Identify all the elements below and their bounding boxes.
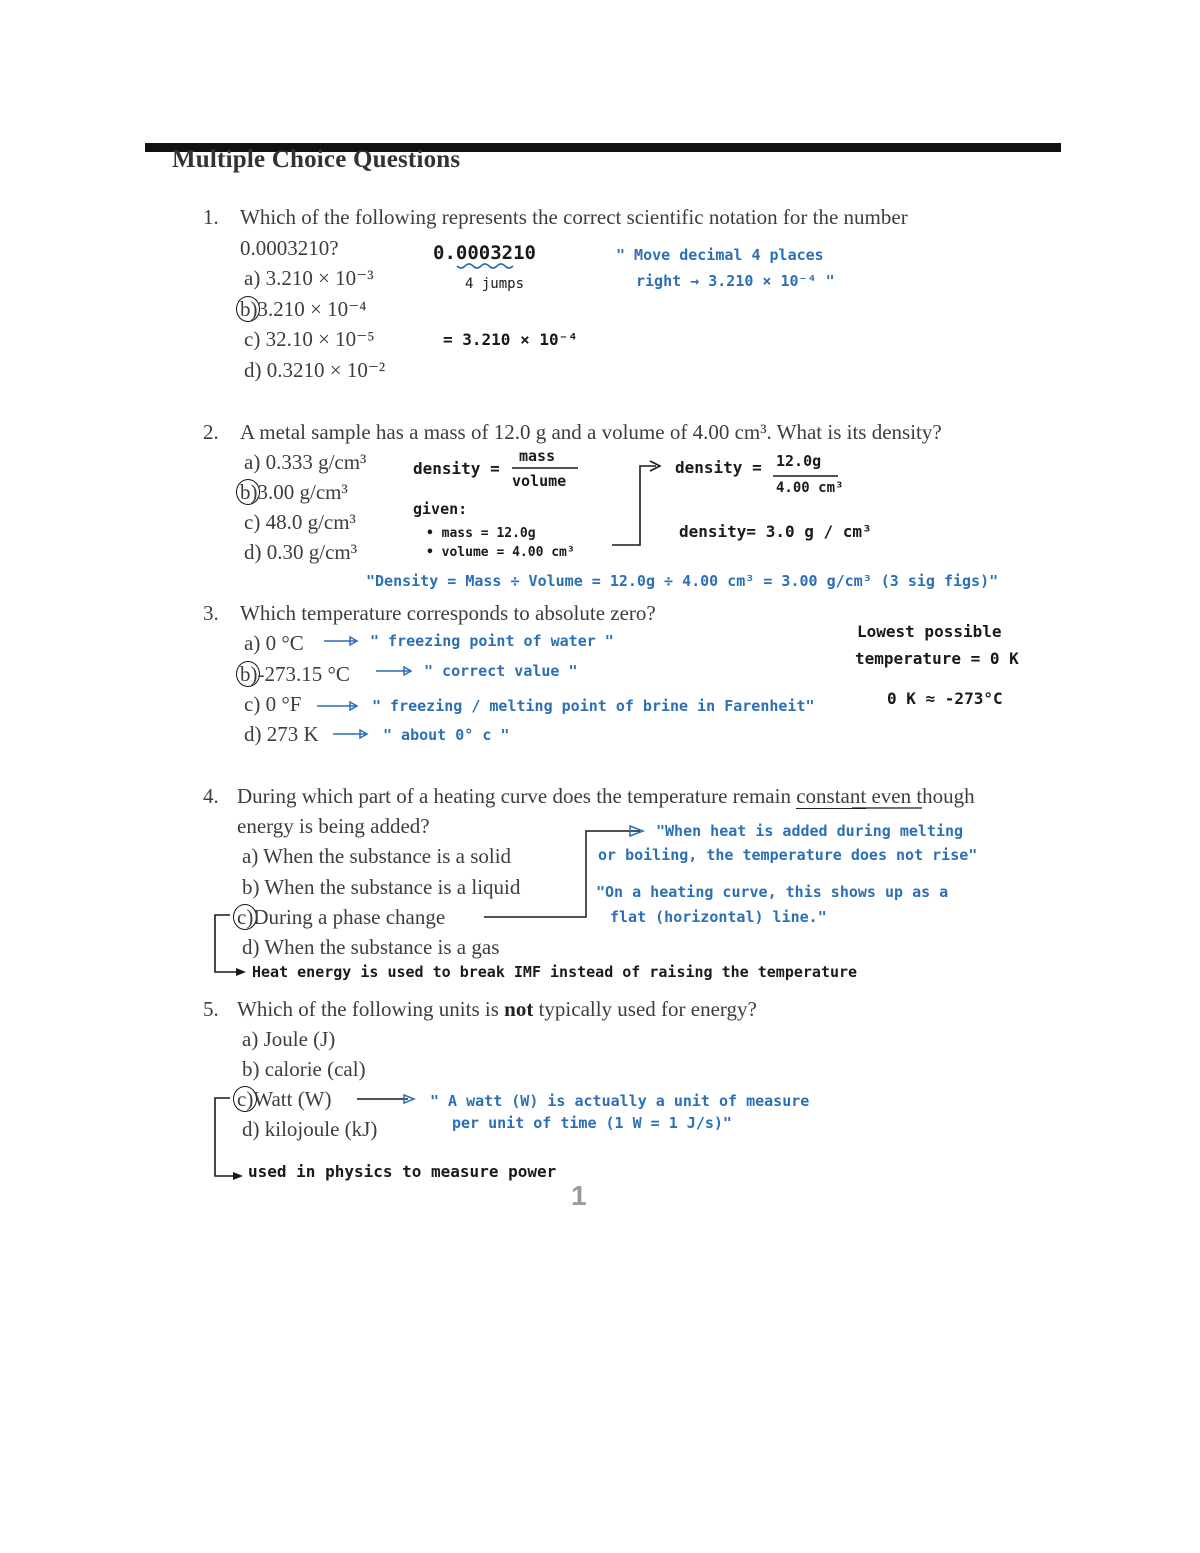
q4-text-constant: constant bbox=[796, 784, 867, 808]
q5-option-b: b) calorie (cal) bbox=[242, 1057, 366, 1081]
q2-bracket bbox=[612, 466, 656, 545]
q3-option-d: d) 273 K bbox=[244, 722, 319, 746]
q3-option-c: c) 0 °F bbox=[244, 692, 302, 716]
q3-note-side2: temperature = 0 K bbox=[855, 649, 1019, 668]
q3-note-c: " freezing / melting point of brine in Farenheit" bbox=[372, 697, 815, 715]
q2-option-b: b)3.00 g/cm³ bbox=[240, 480, 348, 504]
q3-option-b: b)-273.15 °C bbox=[240, 662, 350, 686]
q4-option-d: d) When the substance is a gas bbox=[242, 935, 500, 959]
q1-number: 1. bbox=[203, 205, 219, 229]
q3-note-a: " freezing point of water " bbox=[370, 632, 614, 650]
q1-note-jumps: 4 jumps bbox=[465, 276, 525, 292]
section-heading: Multiple Choice Questions bbox=[172, 146, 461, 173]
q5-option-a: a) Joule (J) bbox=[242, 1027, 336, 1051]
q2-option-a: a) 0.333 g/cm³ bbox=[244, 450, 367, 474]
q2-note-answer: density= 3.0 g / cm³ bbox=[679, 522, 872, 541]
q3-note-d: " about 0° c " bbox=[383, 726, 510, 744]
q4-connector bbox=[484, 831, 640, 917]
q5-left-arrowhead bbox=[233, 1172, 243, 1180]
page-number: 1 bbox=[571, 1180, 587, 1211]
q3-option-a: a) 0 °C bbox=[244, 631, 304, 655]
q5-text-post: typically used for energy? bbox=[533, 997, 757, 1021]
q2-text-line1: A metal sample has a mass of 12.0 g and a volume of 4.00 cm³. What is its density? bbox=[240, 420, 942, 444]
q5-number: 5. bbox=[203, 997, 219, 1021]
q2-note-given-mass: • mass = 12.0g bbox=[426, 526, 536, 541]
q1-option-c: c) 32.10 × 10⁻⁵ bbox=[244, 327, 375, 351]
q5-option-c: c)Watt (W) bbox=[237, 1087, 332, 1111]
q2-note-sub-label: density = bbox=[675, 458, 762, 477]
q2-note-given-volume: • volume = 4.00 cm³ bbox=[426, 545, 575, 560]
q4-option-a: a) When the substance is a solid bbox=[242, 844, 512, 868]
q4-note-5: Heat energy is used to break IMF instead of raising the temperature bbox=[252, 963, 858, 981]
q2-option-c: c) 48.0 g/cm³ bbox=[244, 510, 356, 534]
q1-text-line1: Which of the following represents the correct scientific notation for the number bbox=[240, 205, 908, 229]
q5-left-bracket bbox=[215, 1098, 238, 1176]
q5-text-not: not bbox=[504, 997, 534, 1021]
q1-option-a: a) 3.210 × 10⁻³ bbox=[244, 266, 374, 290]
q4-text-line2: energy is being added? bbox=[237, 814, 430, 838]
q4-note-1: "When heat is added during melting bbox=[656, 822, 964, 840]
q5-note-3: used in physics to measure power bbox=[248, 1162, 557, 1181]
q2-option-d: d) 0.30 g/cm³ bbox=[244, 540, 358, 564]
q4-note-4: flat (horizontal) line." bbox=[610, 908, 827, 926]
q1-note-number: 0.0003210 bbox=[433, 242, 536, 264]
q4-text-pre: During which part of a heating curve does the temperature remain bbox=[237, 784, 797, 808]
q3-text-line1: Which temperature corresponds to absolute zero? bbox=[240, 601, 656, 625]
q3-arrows bbox=[317, 637, 411, 738]
q2-note-sub-bottom: 4.00 cm³ bbox=[776, 480, 844, 496]
q1-option-d: d) 0.3210 × 10⁻² bbox=[244, 358, 386, 382]
q2-note-mass: mass bbox=[519, 447, 556, 465]
q5-note-2: per unit of time (1 W = 1 J/s)" bbox=[452, 1114, 732, 1132]
q5-option-d: d) kilojoule (kJ) bbox=[242, 1117, 378, 1141]
q4-note-2: or boiling, the temperature does not rise" bbox=[598, 846, 978, 864]
q5-text-pre: Which of the following units is bbox=[237, 997, 505, 1021]
q3-number: 3. bbox=[203, 601, 219, 625]
q4-option-b: b) When the substance is a liquid bbox=[242, 875, 521, 899]
q4-number: 4. bbox=[203, 784, 219, 808]
q3-note-b: " correct value " bbox=[424, 662, 578, 680]
q2-note-volume: volume bbox=[512, 472, 567, 490]
q3-note-side1: Lowest possible bbox=[857, 622, 1002, 641]
q2-number: 2. bbox=[203, 420, 219, 444]
q4-option-c: c)During a phase change bbox=[237, 905, 446, 929]
q1-text-line2: 0.0003210? bbox=[240, 236, 339, 260]
q1-wavy-underline bbox=[457, 264, 513, 268]
q4-note-3: "On a heating curve, this shows up as a bbox=[596, 883, 949, 901]
q2-note-given: given: bbox=[413, 500, 468, 518]
q4-left-bracket bbox=[215, 915, 240, 972]
q2-note-sub-top: 12.0g bbox=[776, 452, 822, 470]
q1-option-b: b)3.210 × 10⁻⁴ bbox=[240, 297, 367, 321]
q1-note-result: = 3.210 × 10⁻⁴ bbox=[443, 330, 578, 349]
q1-note-quote1: " Move decimal 4 places bbox=[616, 246, 824, 264]
q1-note-quote2: right → 3.210 × 10⁻⁴ " bbox=[636, 272, 835, 290]
q4-left-arrowhead bbox=[236, 968, 246, 976]
q2-note-density-label: density = bbox=[413, 459, 500, 478]
q5-note-1: " A watt (W) is actually a unit of measure bbox=[430, 1092, 810, 1110]
q3-note-side3: 0 K ≈ -273°C bbox=[887, 689, 1003, 708]
q2-note-summary: "Density = Mass ÷ Volume = 12.0g ÷ 4.00 cm³ = 3.00 g/cm³ (3 sig figs)" bbox=[366, 572, 999, 590]
q4-text-post: even though bbox=[866, 784, 975, 808]
